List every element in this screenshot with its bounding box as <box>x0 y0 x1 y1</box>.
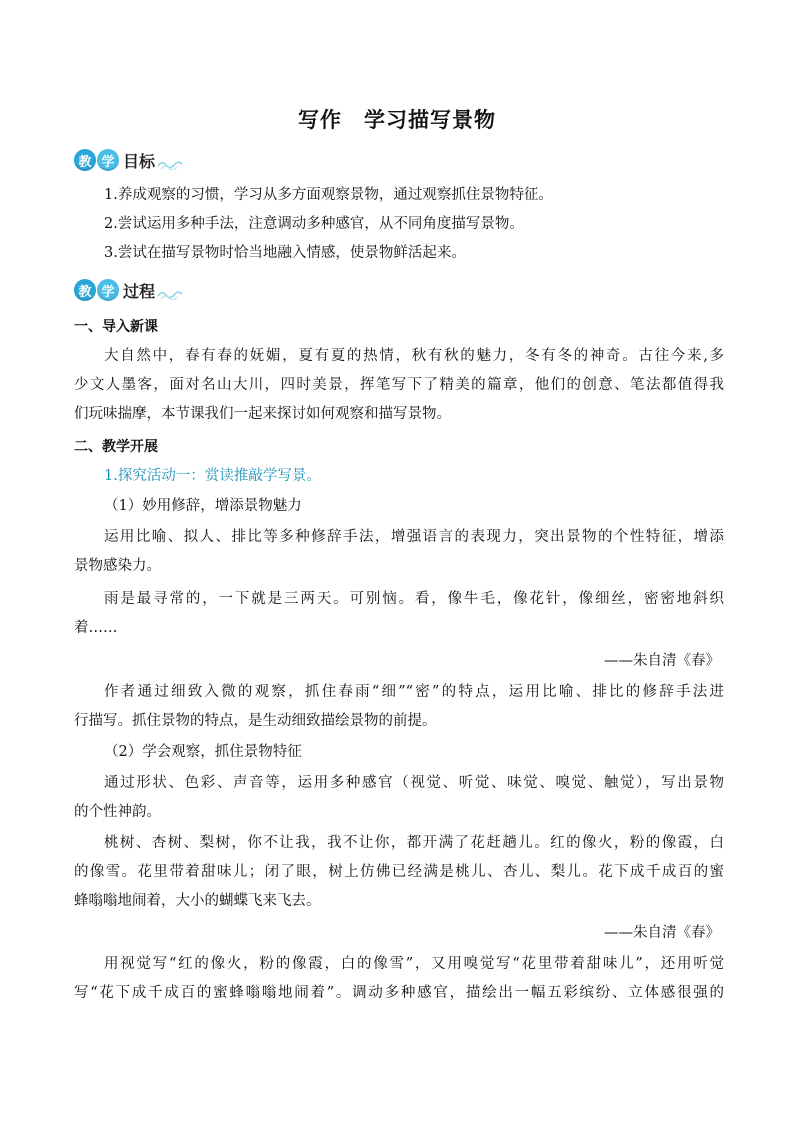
process-heading: 过程 <box>123 281 156 301</box>
badge-char: 学 <box>97 279 119 301</box>
paragraph-line: 运用比喻、拟人、排比等多种修辞手法，增强语言的表现力，突出景物的个性特征，增添 <box>104 529 724 545</box>
quote-line: 桃树、杏树、梨树，你不让我，我不让你，都开满了花赶趟儿。红的像火，粉的像霞，白 <box>104 835 724 851</box>
paragraph-line: 们玩味揣摩，本节课我们一起来探讨如何观察和描写景物。 <box>74 406 451 422</box>
paragraph-line: 用视觉写“红的像火，粉的像霞，白的像雪”，又用嗅觉写“花里带着甜味儿”，还用听觉 <box>104 956 724 972</box>
paragraph-line: 少文人墨客，面对名山大川，四时美景，挥笔写下了精美的篇章，他们的创意、笔法都值得我 <box>74 377 724 393</box>
goals-badge <box>74 147 183 173</box>
badge-char: 教 <box>74 279 96 301</box>
subheading: （2）学会观察，抓住景物特征 <box>104 744 302 760</box>
badge-char: 学 <box>97 149 119 171</box>
paragraph-line: 大自然中，春有春的妩媚，夏有夏的热情，秋有秋的魅力，冬有冬的神奇。古往今来,多 <box>104 348 724 364</box>
quote-line: 蜂嗡嗡地闹着，大小的蝴蝶飞来飞去。 <box>74 893 321 909</box>
paragraph-line: 通过形状、色彩、声音等，运用多种感官（视觉、听觉、味觉、嗅觉、触觉），写出景物 <box>104 775 724 791</box>
goal-item: 1.养成观察的习惯，学习从多方面观察景物，通过观察抓住景物特征。 <box>104 187 553 203</box>
paragraph-line: 的个性神韵。 <box>74 804 161 820</box>
quote-line: 雨是最寻常的，一下就是三两天。可别恼。看，像牛毛，像花针，像细丝，密密地斜织 <box>104 591 724 607</box>
goals-heading: 目标 <box>123 151 156 171</box>
paragraph-line: 行描写。抓住景物的特点，是生动细致描绘景物的前提。 <box>74 713 437 729</box>
section-heading: 一、导入新课 <box>74 319 158 335</box>
quote-source: ——朱自清《春》 <box>604 925 720 941</box>
paragraph-line: 作者通过细致入微的观察，抓住春雨“细”“密”的特点，运用比喻、排比的修辞手法进 <box>104 684 724 700</box>
quote-line: 的像雪。花里带着甜味儿；闭了眼，树上仿佛已经满是桃儿、杏儿、梨儿。花下成千成百的蜜 <box>74 864 724 880</box>
quote-line: 着…… <box>74 620 118 636</box>
wave-decoration-icon <box>157 288 183 300</box>
subheading: （1）妙用修辞，增添景物魅力 <box>104 498 302 514</box>
activity-heading: 1.探究活动一：赏读推敲学写景。 <box>104 468 321 484</box>
paragraph-line: 写“花下成千成百的蜜蜂嗡嗡地闹着”。调动多种感官，描绘出一幅五彩缤纷、立体感很强的 <box>74 985 724 1001</box>
wave-decoration-icon <box>157 158 183 170</box>
quote-source: ——朱自清《春》 <box>604 653 720 669</box>
process-badge <box>74 277 183 303</box>
document-title: 写作 学习描写景物 <box>298 108 496 132</box>
section-heading: 二、教学开展 <box>74 439 158 455</box>
goal-item: 3.尝试在描写景物时恰当地融入情感，使景物鲜活起来。 <box>104 245 466 261</box>
badge-char: 教 <box>74 149 96 171</box>
goal-item: 2.尝试运用多种手法，注意调动多种感官，从不同角度描写景物。 <box>104 216 524 232</box>
paragraph-line: 景物感染力。 <box>74 558 161 574</box>
